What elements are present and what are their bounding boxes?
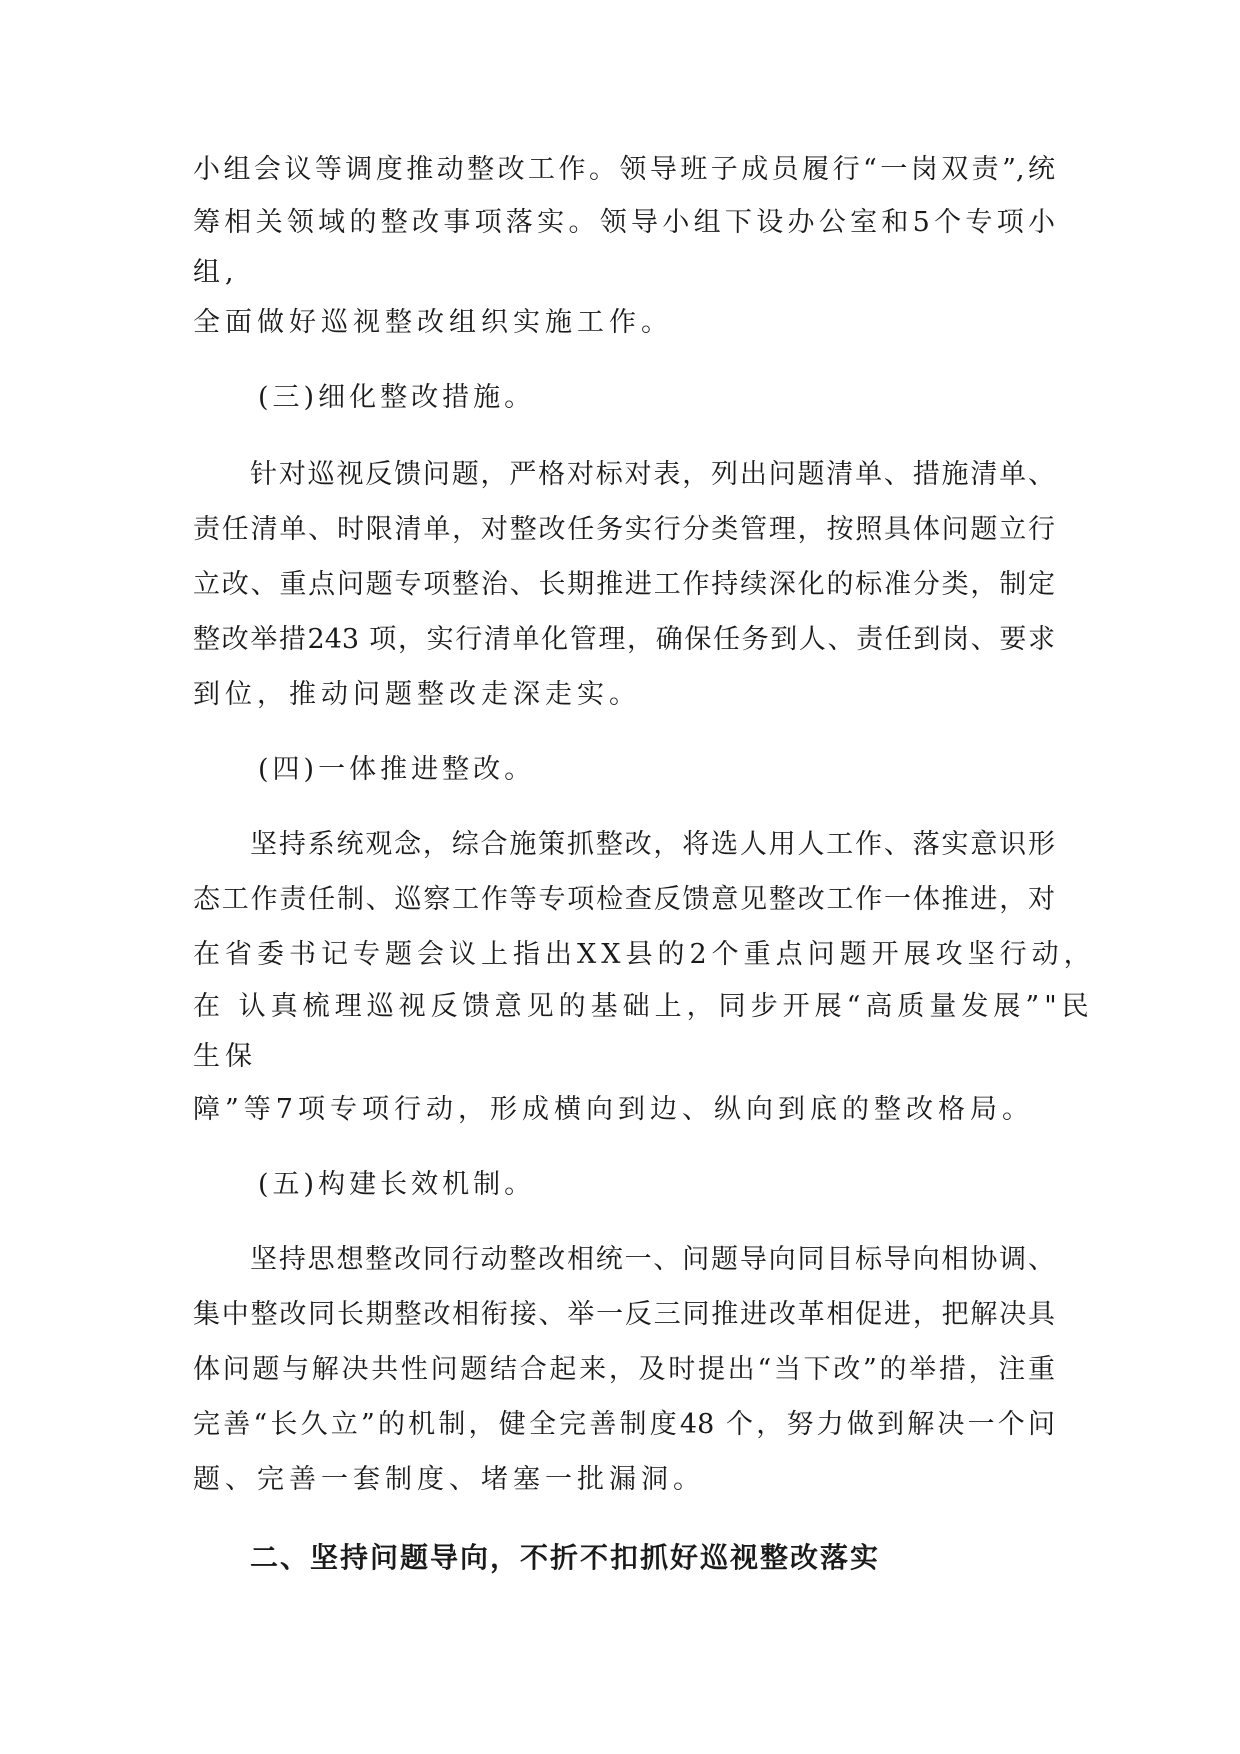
body-line-12: 坚持系统观念，综合施策抓整改，将选人用人工作、落实意识形 — [250, 829, 1055, 860]
body-line-3: 组, — [193, 257, 239, 288]
section-heading-two: 二、坚持问题导向，不折不扣抓好巡视整改落实 — [250, 1541, 881, 1574]
body-line-20: 集中整改同长期整改相衔接、举一反三同推进改革相促进，把解决具 — [193, 1299, 1055, 1330]
body-line-19: 坚持思想整改同行动整改相统一、问题导向同目标导向相协调、 — [250, 1244, 1055, 1275]
subheading-integrated-rectification: (四)一体推进整改。 — [258, 754, 536, 785]
body-line-23: 题、完善一套制度、堵塞一批漏洞。 — [193, 1464, 705, 1495]
body-line-4: 全面做好巡视整改组织实施工作。 — [193, 307, 673, 338]
body-line-16: 生保 — [193, 1041, 257, 1072]
body-line-10: 到位，推动问题整改走深走实。 — [193, 679, 641, 710]
body-line-22: 完善“长久立”的机制，健全完善制度48 个，努力做到解决一个问 — [193, 1409, 1055, 1440]
body-line-1: 小组会议等调度推动整改工作。领导班子成员履行“一岗双责”,统 — [193, 154, 1055, 185]
subheading-refine-measures: (三)细化整改措施。 — [258, 382, 536, 413]
body-line-15: 在 认真梳理巡视反馈意见的基础上，同步开展“高质量发展”"民 — [193, 991, 1094, 1022]
body-line-9: 整改举措243 项，实行清单化管理，确保任务到人、责任到岗、要求 — [193, 624, 1055, 655]
body-line-13: 态工作责任制、巡察工作等专项检查反馈意见整改工作一体推进，对 — [193, 884, 1055, 915]
body-line-14: 在省委书记专题会议上指出XX县的2个重点问题开展攻坚行动， — [193, 939, 1096, 970]
body-line-17: 障”等7项专项行动，形成横向到边、纵向到底的整改格局。 — [193, 1094, 1034, 1125]
body-line-8: 立改、重点问题专项整治、长期推进工作持续深化的标准分类，制定 — [193, 569, 1055, 600]
body-line-21: 体问题与解决共性问题结合起来，及时提出“当下改”的举措，注重 — [193, 1354, 1055, 1385]
body-line-7: 责任清单、时限清单，对整改任务实行分类管理，按照具体问题立行 — [193, 514, 1055, 545]
body-line-6: 针对巡视反馈问题，严格对标对表，列出问题清单、措施清单、 — [250, 459, 1055, 490]
body-line-2: 筹相关领域的整改事项落实。领导小组下设办公室和5个专项小 — [193, 207, 1055, 238]
subheading-long-term-mechanism: (五)构建长效机制。 — [258, 1169, 536, 1200]
